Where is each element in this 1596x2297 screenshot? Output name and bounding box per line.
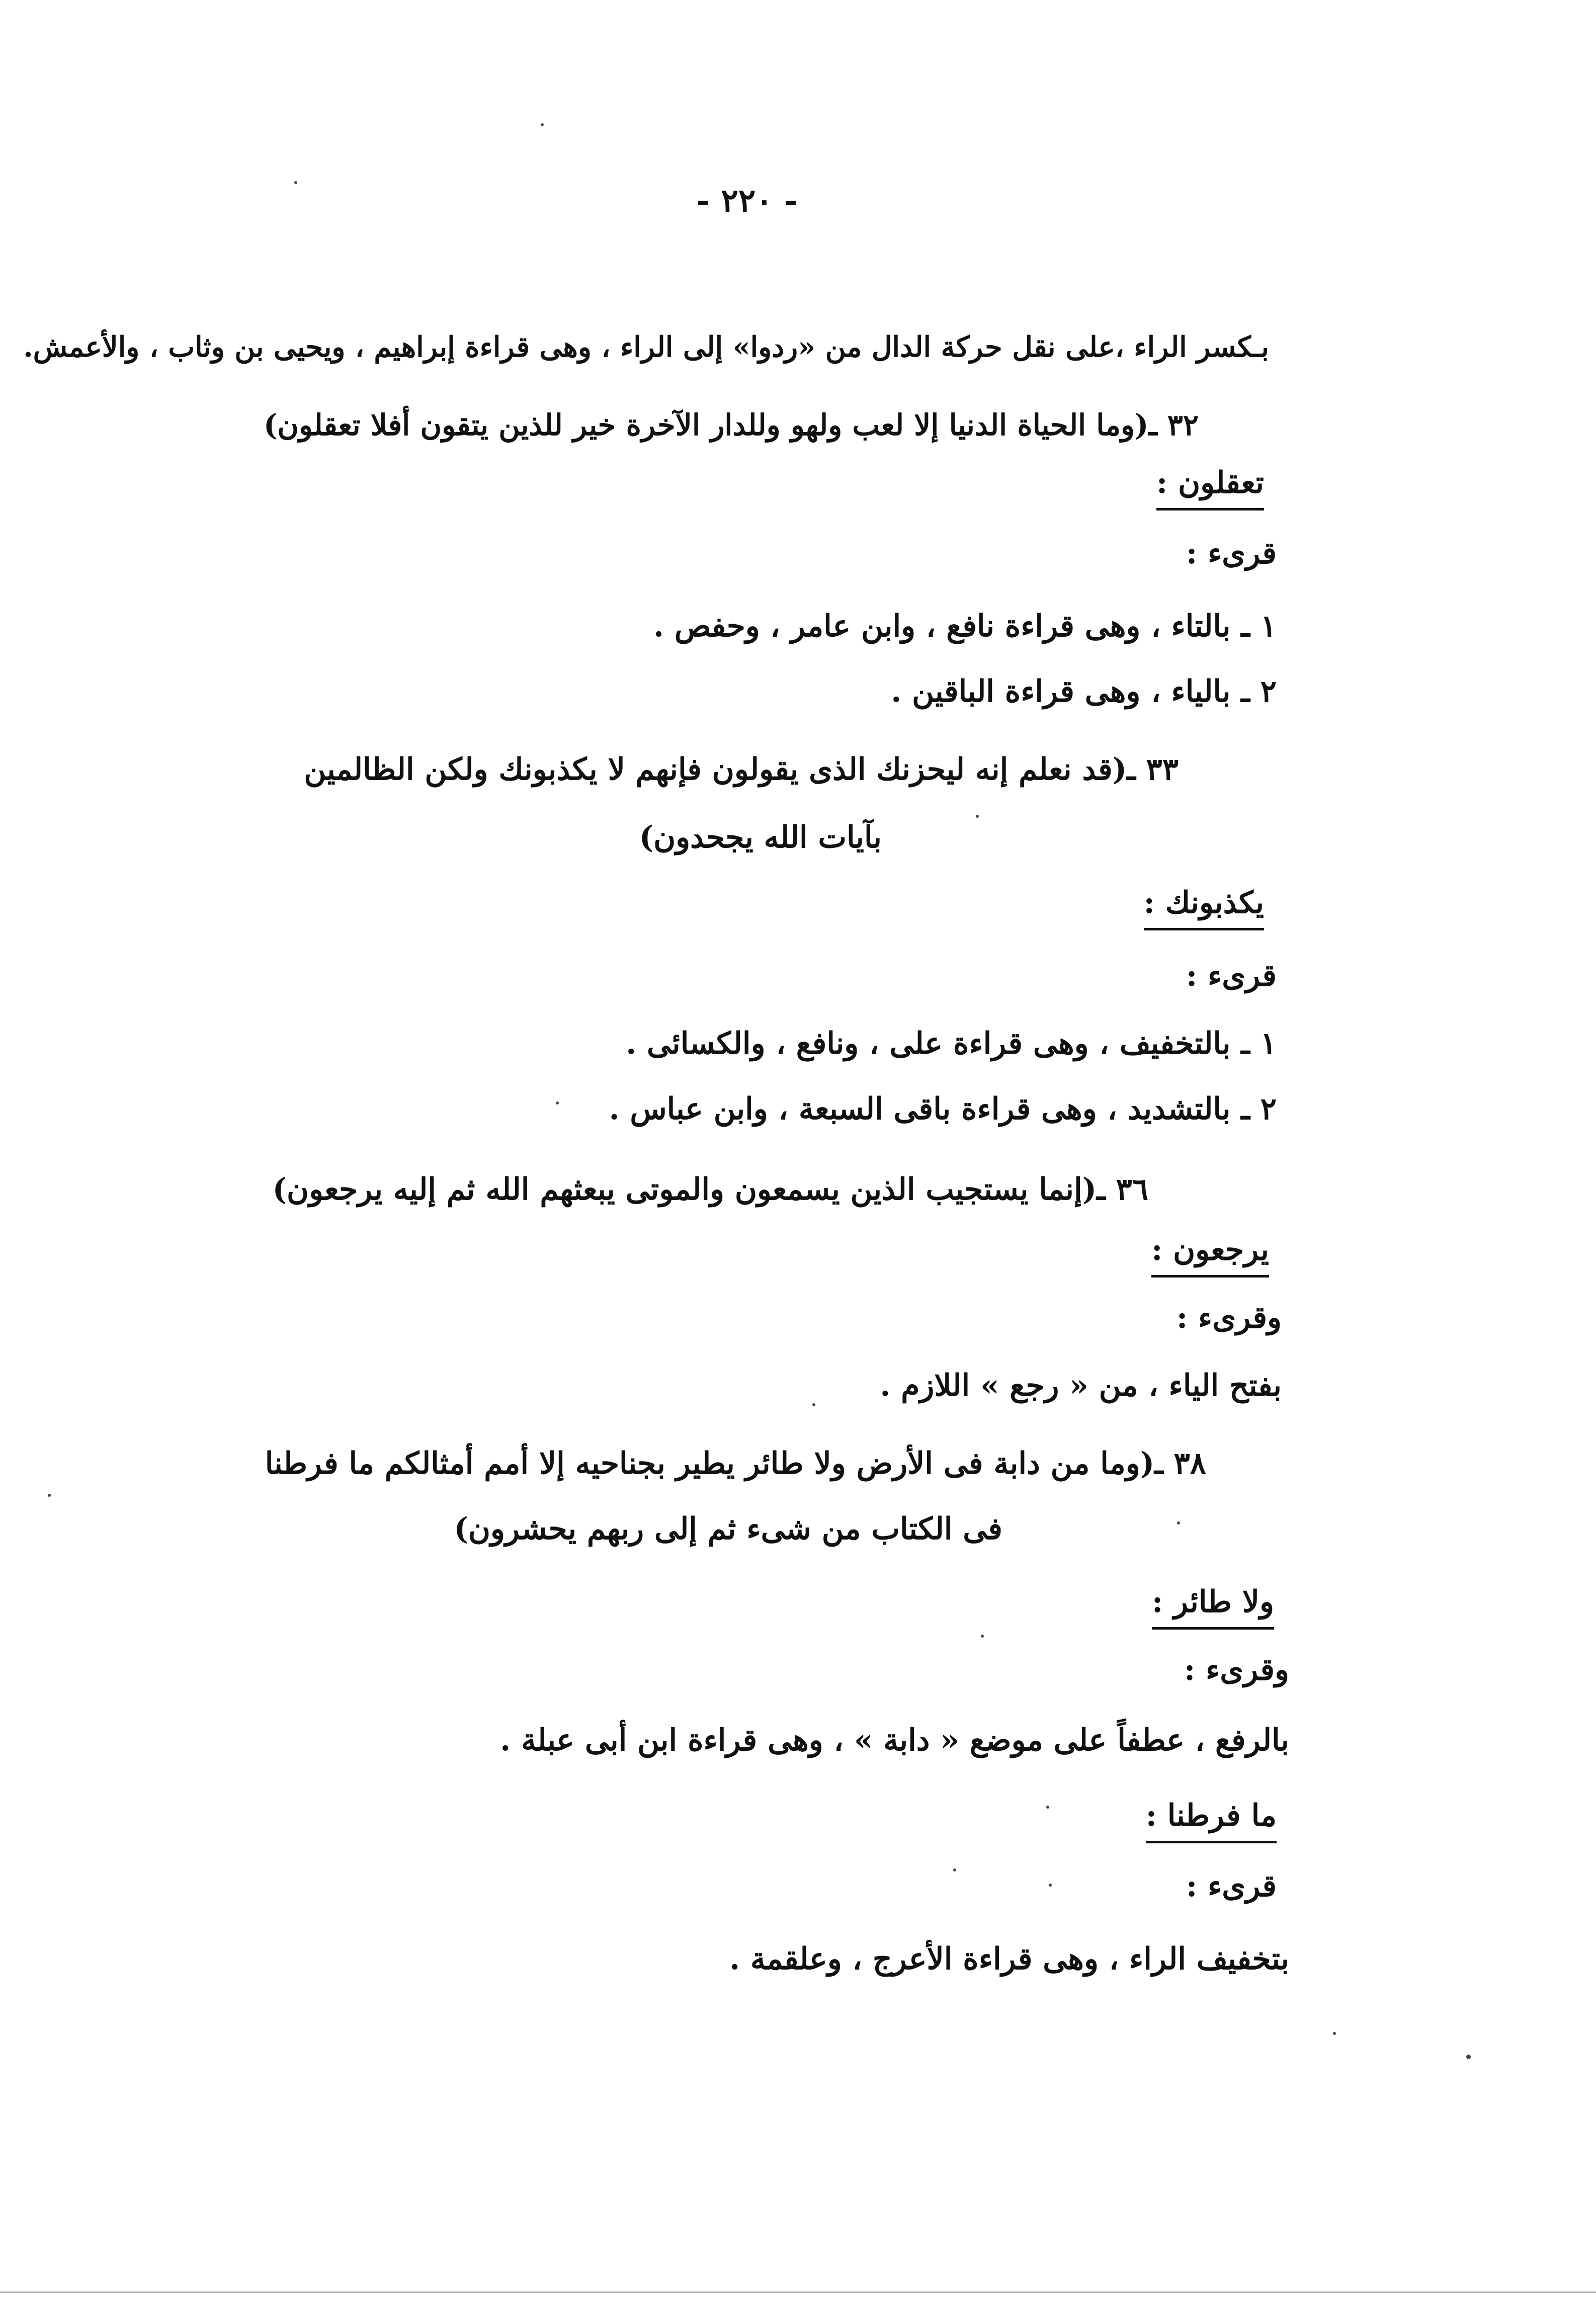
scan-speck [556, 1101, 559, 1104]
qiraa-label-3: وقرىء : [1177, 1300, 1282, 1335]
reading-item-2-2: ٢ ـ بالتشديد ، وهى قراءة باقى السبعة ، وابن عباس . [609, 1091, 1277, 1127]
qiraa-label-1: قرىء : [1186, 536, 1277, 571]
heading-taqilun: تعقلون : [1156, 463, 1264, 511]
verse-32: ٣٢ ـ(وما الحياة الدنيا إلا لعب ولهو وللدار الآخرة خير للذين يتقون أفلا تعقلون) [263, 408, 1199, 442]
heading-yurjaun: يرجعون : [1151, 1230, 1269, 1278]
scan-speck [1177, 1521, 1180, 1524]
scan-speck [812, 1403, 815, 1406]
scan-speck [541, 123, 544, 126]
scan-speck [1466, 2055, 1471, 2059]
qiraa-label-2: قرىء : [1186, 958, 1277, 993]
reading-item-1-1: ١ ـ بالتاء ، وهى قراءة نافع ، وابن عامر ، وحفص . [653, 609, 1277, 644]
bottom-scan-edge [0, 2291, 1596, 2293]
scan-speck [976, 815, 979, 818]
page-number: - ٢٢٠ - [696, 182, 798, 220]
scan-speck [1333, 2032, 1336, 2035]
text-line-1: بـكسر الراء ،على نقل حركة الدال من «ردوا» إلى الراء ، وهى قراءة إبراهيم ، ويحيى بن وثاب ، والأعمش. [23, 330, 1269, 364]
verse-33-line-1: ٣٣ ـ(قد نعلم إنه ليحزنك الذى يقولون فإنهم لا يكذبونك ولكن الظالمين [304, 752, 1179, 787]
reading-item-1-2: ٢ ـ بالياء ، وهى قراءة الباقين . [891, 674, 1277, 709]
verse-38-line-1: ٣٨ ـ(وما من دابة فى الأرض ولا طائر يطير بجناحيه إلا أمم أمثالكم ما فرطنا [265, 1446, 1206, 1481]
scan-speck [953, 1868, 956, 1871]
reading-text-5: بتخفيف الراء ، وهى قراءة الأعرج ، وعلقمة . [729, 1941, 1289, 1977]
reading-text-3: بفتح الياء ، من « رجع » اللازم . [880, 1368, 1282, 1403]
reading-text-4: بالرفع ، عطفاً على موضع « دابة » ، وهى قراءة ابن أبى عبلة . [500, 1723, 1289, 1758]
verse-36: ٣٦ ـ(إنما يستجيب الذين يسمعون والموتى يبعثهم الله ثم إليه يرجعون) [272, 1172, 1148, 1207]
qiraa-label-5: قرىء : [1186, 1868, 1277, 1904]
scan-speck [1049, 1884, 1052, 1887]
heading-yukadhdhibunaka: يكذبونك : [1144, 883, 1264, 930]
scan-speck [1046, 1806, 1049, 1809]
heading-wala-tair: ولا طائر : [1152, 1582, 1274, 1630]
reading-item-2-1: ١ ـ بالتخفيف ، وهى قراءة على ، ونافع ، والكسائى . [626, 1026, 1277, 1061]
scan-speck [48, 1494, 51, 1497]
scan-speck [981, 1635, 984, 1638]
scan-speck [294, 181, 297, 184]
verse-33-line-2: بآيات الله يجحدون) [639, 820, 882, 855]
qiraa-label-4: وقرىء : [1184, 1652, 1289, 1687]
verse-38-line-2: فى الكتاب من شىء ثم إلى ربهم يحشرون) [454, 1511, 1002, 1547]
heading-ma-farratna: ما فرطنا : [1146, 1796, 1277, 1843]
